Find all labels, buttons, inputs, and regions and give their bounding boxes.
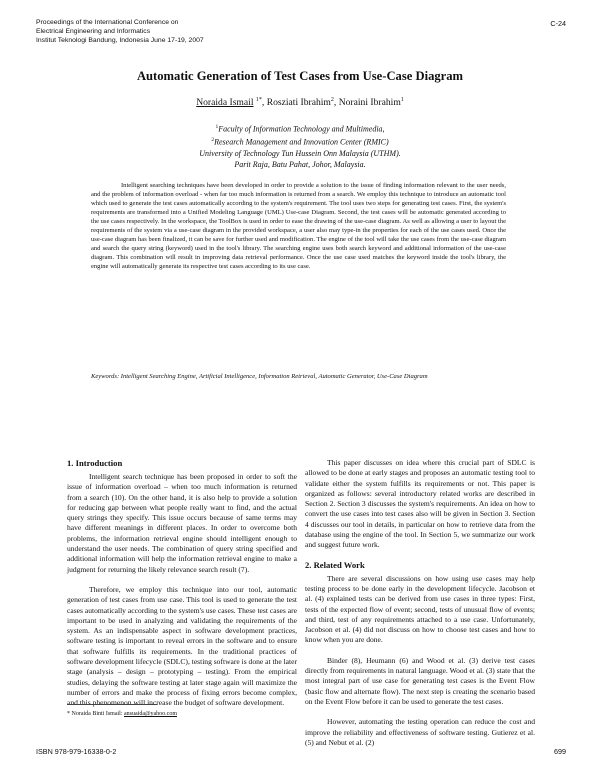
abstract: Intelligent searching techniques have been developed in order to provide a solution to the issue of finding information relevant to the user needs, and the problem of information overload - when far too much information is returned from a search. We employ this technique to introduce an automatic tool which used to generate the test cases automatically according to the system's requirement. The tool uses two steps for generating test cases. First, the system's requirements are transformed into a Unified Modeling Language (UML) Use-case Diagram. Second, the test cases will be automatic generated according to the use cases respectively. In the workspace, the ToolBox is used in order to ease the drawing of the use-case diagram. As well as allowing a user to layout the requirements of the system via a use-case diagram in the provided workspace, a user also may type-in the properties for each of the use cases used. Once the use-case diagram has been finalized, it can be save for further used and modification. The engine of the tool will take the use cases from the use-case diagram and search the query string (keyword) used in the tool's library. The searching engine uses both search keyword and additional information of the use-case diagram. This combination will result in improving data retrieval performance. Once the use case used matches the keyword inside the tool's library, the engine will automatically generate its respective test cases according to its use case. xyxy=(91,182,506,271)
affil-mark: 2 xyxy=(211,137,215,144)
paper-code: C-24 xyxy=(550,19,566,28)
conference-header xyxy=(36,18,336,45)
affiliation-line xyxy=(0,135,600,148)
author-name: Rosziati Ibrahim xyxy=(266,97,331,109)
paragraph: Binder (8), Heumann (6) and Wood et al. (3) derive test cases directly from requirements in natural language. Wood et al. (3) state that the most integral part of use case for generating test cases is the Event Flow (basic flow and alternate flow). The next step is creating the scenario based on the Event Flow before it can be used to generate the test cases. xyxy=(305,655,535,706)
conference-line: Proceedings of the International Conference on xyxy=(36,19,179,26)
author-affil-mark: 1 xyxy=(400,97,404,103)
paragraph: However, automating the testing operation can reduce the cost and improve the reliability and effectiveness of software testing. Gutierez et al. (5) and Nebut et al. (2) xyxy=(305,717,535,747)
right-column xyxy=(305,458,535,748)
paragraph: There are several discussions on how using use cases may help testing process to be done early in the development lifecycle. Jacobson et al. (4) explained tests can be derived from use cases in three types: First, tests of the expected flow of event; second, tests of unusual flow of events; and third, test of any requirements attached to a use case. Unfortunately, Jacobson et al. (4) did not discuss on how to choose test cases and how to know when you are done. xyxy=(305,573,535,645)
affiliation-line: University of Technology Tun Hussein Onn Malaysia (UTHM). xyxy=(199,148,401,158)
author-list: Noraida Ismail $^{1*}$, Rosziati Ibrahim$^2$, Noraini Ibrahim$^1$ xyxy=(196,97,404,109)
author-affil-mark: 2 xyxy=(330,97,334,103)
conference-line: Electrical Engineering and Informatics xyxy=(36,28,151,35)
footnote xyxy=(67,711,177,717)
paragraph: Therefore, we employ this technique into our tool, automatic generation of test cases from use case. This tool is used to generate the test cases automatically according to the system's use cases. These test cases are important to be used in analyzing and validating the requirements of the system. As an indispensable aspect in software development practices, software testing is important to reveal errors in the software and to ensure that software fulfills its requirements. In the traditional practices of software development lifecycle (SDLC), testing software is done at the later stage (analysis – design – prototyping – testing). From the empirical studies, delaying the software testing at later stage again will maximize the number of errors and make the process of fixing errors become complex, and this phenomenon will increase the budget of software development. xyxy=(67,584,297,708)
footnote-label: * Noraida Binti Ismail: xyxy=(67,711,123,717)
footnote-email-link[interactable]: ansuaida@yahoo.com xyxy=(124,711,178,717)
author-name: Noraini Ibrahim xyxy=(338,97,401,109)
left-column xyxy=(67,458,297,709)
section-heading: 1. Introduction xyxy=(67,458,123,468)
affiliation-line xyxy=(0,122,600,135)
author-affil-mark: 1* xyxy=(255,97,262,103)
author-name: Noraida Ismail xyxy=(196,97,254,109)
footnote-rule xyxy=(67,704,157,705)
conference-line: Institut Teknologi Bandung, Indonesia June 17-19, 2007 xyxy=(36,37,204,44)
keywords: Keywords: Intelligent Searching Engine, Artificial Intelligence, Information Retrieval, Automatic Generator, Use-Case Diagram xyxy=(91,373,428,380)
affil-mark: 1 xyxy=(215,124,219,130)
section-heading: 2. Related Work xyxy=(305,559,365,570)
paragraph: Intelligent search technique has been proposed in order to soft the issue of information overload – when too much information is returned from a search (10). On the other hand, it is also help to provide a solution for reducing gap between what people really want to find, and the actual query strings they specify. This issue occurs because of same terms may have different meanings in different places. In order to overcome both problems, the information retrieval engine should intelligent enough to understand the user needs. The combination of query string specified and additional information will help the information retrieval engine to make a judgment for returning the likely relevance search result (7). xyxy=(67,472,297,574)
isbn: ISBN 978-979-16338-0-2 xyxy=(36,747,117,756)
paragraph: This paper discusses on idea where this crucial part of SDLC is allowed to be done at early stages and proposes an automatic testing tool to validate either the system fulfills its requirements or not. This paper is organized as follows: several introductory related works are described in Section 2. Section 3 discusses the system's requirements. An idea on how to convert the use cases into test cases also will be given in Section 3. Section 4 discusses our tool in details, in particular on how to retrieve data from the database using the engine of the tool. In Section 5, we summarize our work and suggest future work. xyxy=(305,458,535,550)
page-number: 699 xyxy=(554,747,566,756)
affiliation-text: Research Management and Innovation Center (RMIC) xyxy=(214,138,389,148)
paper-title: Automatic Generation of Test Cases from Use-Case Diagram xyxy=(136,69,464,83)
affiliations xyxy=(0,122,600,171)
affiliation-text: Faculty of Information Technology and Multimedia, xyxy=(218,124,385,134)
affiliation-line: Parit Raja, Batu Pahat, Johor, Malaysia. xyxy=(234,159,366,169)
